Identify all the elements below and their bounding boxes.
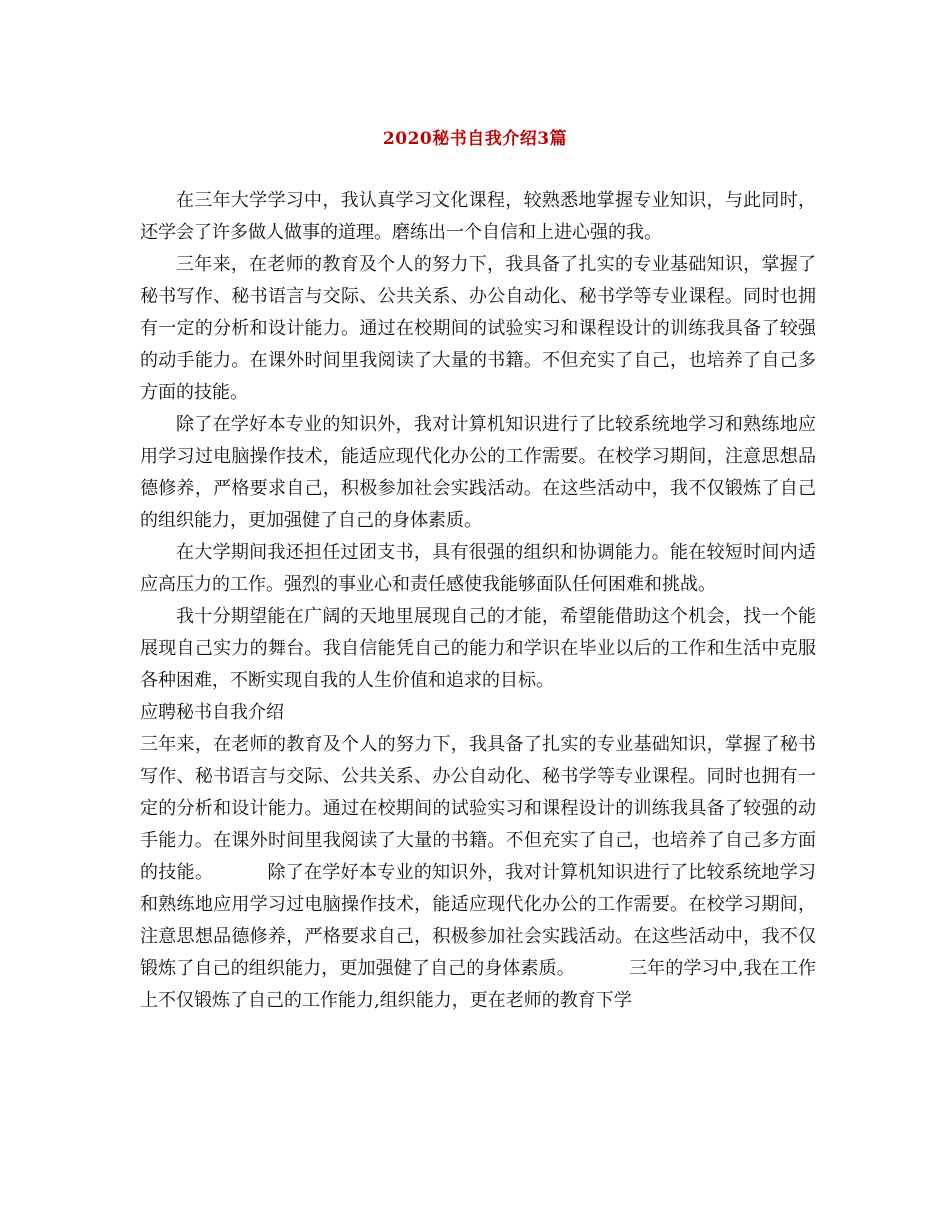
section-segment-1: 三年来，在老师的教育及个人的努力下，我具备了扎实的专业基础知识，掌握了秘书写作、秘书语言与交际、公共关系、办公自动化、秘书学等专业课程。同时也拥有一定的分析和设计能力。通过在校期间的试验实习和课程设计的训练我具备了较强的动手能力。在课外时间里我阅读了大量的书籍。不但充实了自己，也培养了自己多方面的技能。 (140, 734, 816, 883)
section-segment-2: 除了在学好本专业的知识外，我对计算机知识进行了比较系统地学习和熟练地应用学习过电脑操作技术，能适应现代化办公的工作需要。在校学习期间，注意思想品德修养，严格要求自己，积极参加社会实践活动。在这些活动中，我不仅锻炼了自己的组织能力，更加强健了自己的身体素质。 (140, 862, 817, 979)
section-segment-3: 三年的学习中,我在工作上不仅锻炼了自己的工作能力,组织能力，更在老师的教育下学 (140, 958, 816, 1011)
paragraph-3: 除了在学好本专业的知识外，我对计算机知识进行了比较系统地学习和熟练地应用学习过电脑操作技术，能适应现代化办公的工作需要。在校学习期间，注意思想品德修养，严格要求自己，积极参加社会实践活动。在这些活动中，我不仅锻炼了自己的组织能力，更加强健了自己的身体素质。 (140, 414, 816, 531)
section-heading: 应聘秘书自我介绍 (140, 702, 284, 723)
paragraph-1: 在三年大学学习中，我认真学习文化课程，较熟悉地掌握专业知识，与此同时，还学会了许多做人做事的道理。磨练出一个自信和上进心强的我。 (140, 190, 816, 243)
paragraph-4: 在大学期间我还担任过团支书，具有很强的组织和协调能力。能在较短时间内适应高压力的工作。强烈的事业心和责任感使我能够面队任何困难和挑战。 (140, 542, 816, 595)
document-body (140, 185, 816, 1017)
paragraph-2: 三年来，在老师的教育及个人的努力下，我具备了扎实的专业基础知识，掌握了秘书写作、秘书语言与交际、公共关系、办公自动化、秘书学等专业课程。同时也拥有一定的分析和设计能力。通过在校期间的试验实习和课程设计的训练我具备了较强的动手能力。在课外时间里我阅读了大量的书籍。不但充实了自己，也培养了自己多方面的技能。 (140, 254, 816, 403)
section-paragraph (140, 729, 816, 1017)
paragraph-5: 我十分期望能在广阔的天地里展现自己的才能，希望能借助这个机会，找一个能展现自己实力的舞台。我自信能凭自己的能力和学识在毕业以后的工作和生活中克服各种困难，不断实现自我的人生价值和追求的目标。 (140, 606, 816, 691)
document-title: 2020秘书自我介绍3篇 (382, 129, 568, 149)
